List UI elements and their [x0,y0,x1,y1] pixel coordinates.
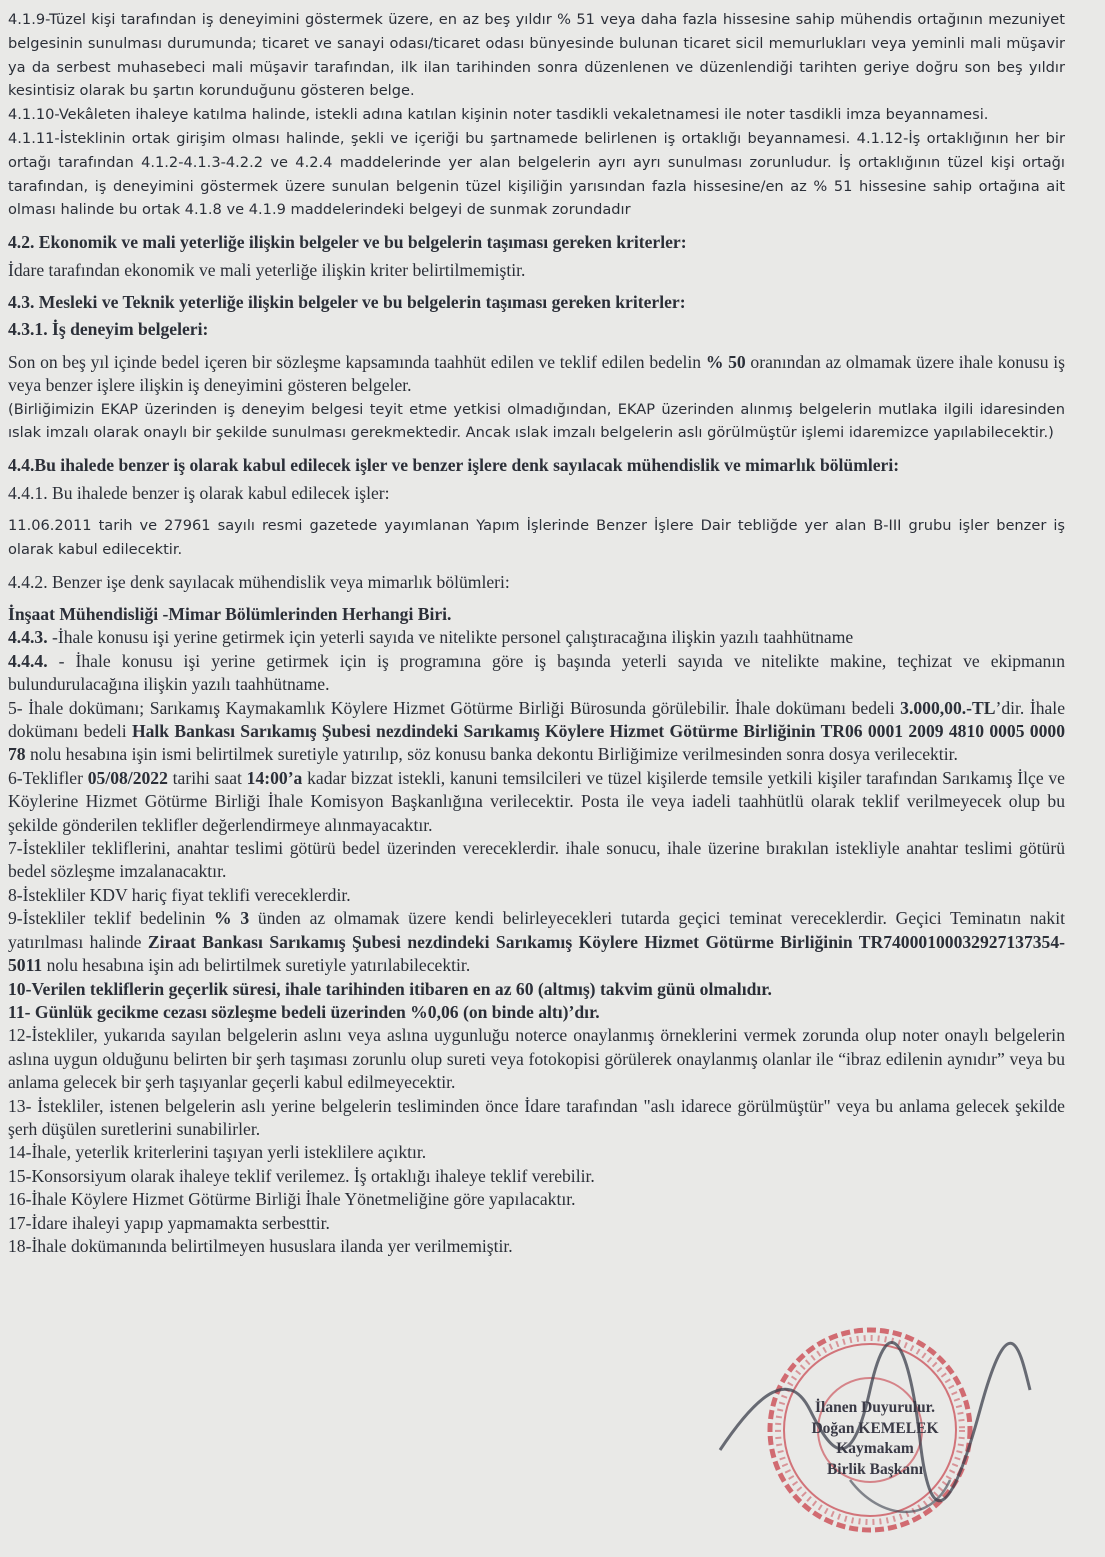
signature-name: Doğan KEMELEK [811,1419,939,1437]
item-10: 10-Verilen tekliflerin geçerlik süresi, ihale tarihinden itibaren en az 60 (altmış) takvim günü olmalıdır. [8,978,772,999]
item-15: 15-Konsorsiyum olarak ihaleye teklif verilemez. İş ortaklığı ihaleye teklif verebilir. [8,1165,595,1186]
item-17: 17-İdare ihaleyi yapıp yapmamakta serbesttir. [8,1212,330,1233]
clause-4-1-11: 4.1.11-İsteklinin ortak girişim olması halinde, şekli ve içeriği bu şartnamede belirlenen iş ortaklığı beyannamesi. 4.1.12-İş ortaklığının her bir ortağı tarafından 4.1.2-4.1.3-4.2.2 ve 4.2.4 maddelerinde yer alan belgelerin ayrı ayrı sunulması zorunludur. İş ortaklığının tüzel kişi ortağı tarafından, iş deneyimini göstermek üzere sunulan belgenin tüzel kişiliğin yarısından fazla hissesine/en az % 51 hissesine sahip ortağına ait olması halinde bu ortak 4.1.8 ve 4.1.9 maddelerindeki belgeyi de sunmak zorundadır [8,129,1065,219]
item-6-a: 6-Teklifler [8,767,88,788]
signature-role: Birlik Başkanı [826,1460,924,1478]
text-4-4-1: 11.06.2011 tarih ve 27961 sayılı resmi gazetede yayımlanan Yapım İşlerinde Benzer İşlere Dair tebliğde yer alan B-III grubu işler benzer iş olarak kabul edilecektir. [8,517,1065,558]
clause-4-4-4 [8,650,1065,697]
clause-4-4-3-number: 4.4.3. [8,627,48,648]
item-8: 8-İstekliler KDV hariç fiyat teklifi vereceklerdir. [8,884,351,905]
note-4-3-1: (Birliğimizin EKAP üzerinden iş deneyim belgesi teyit etme yetkisi olmadığından, EKAP üzerinden alınmış belgelerin mutlaka ilgili idaresinden ıslak imzalı olarak onaylı bir şekilde sunulması gerekmektedir. Ancak ıslak imzalı belgelerin aslı görülmüştür işlemi idaremizce yapılabilecektir.) [8,400,1065,442]
item-9-c: ünden az olmamak üzere kendi belirleyecekleri tutarda geçici teminat vereceklerdir. Geçici Teminatın nakit yatırılması halinde [8,908,1065,952]
item-9 [8,907,1065,977]
item-6-time: 14:00’a [246,767,303,788]
item-11: 11- Günlük gecikme cezası sözleşme bedeli üzerinden %0,06 (on binde altı)’dır. [8,1001,600,1022]
text-4-3-1 [8,351,1065,398]
item-16: 16-İhale Köylere Hizmet Götürme Birliği İhale Yönetmeliğine göre yapılacaktır. [8,1189,576,1210]
text-4-3-1-a: Son on beş yıl içinde bedel içeren bir sözleşme kapsamında taahhüt edilen ve teklif edilen bedelin [8,351,706,372]
item-5-d: nolu hesabına işin ismi belirtilmek suretiyle yatırılıp, söz konusu banka dekontu Birliğimize verilmesinden sonra dosya verilecektir. [25,744,958,765]
clause-4-1-9: 4.1.9-Tüzel kişi tarafından iş deneyimini göstermek üzere, en az beş yıldır % 51 veya daha fazla hissesine sahip mühendis ortağının mezuniyet belgesinin sunulması durumunda; ticaret ve sanayi odası/ticaret odası bünyesinde bulunan ticaret sicil memurlukları veya yeminli mali müşavir ya da serbest muhasebeci mali müşavir tarafından, ilk ilan tarihinden sonra düzenlenen ve düzenlendiği tarihten geriye doğru son beş yıldır kesintisiz olarak bu şartın korunduğunu gösteren belge. [8,11,1065,100]
text-4-4-2: İnşaat Mühendisliği -Mimar Bölümlerinden Herhangi Biri. [8,604,452,625]
clause-4-4-4-number: 4.4.4. [8,650,48,671]
text-4-3-1-b: oranından az olmamak üzere ihale konusu iş veya benzer işlere ilişkin iş deneyimini gösteren belgeler. [8,351,1065,396]
signature-title: Kaymakam [836,1440,914,1457]
heading-4-3: 4.3. Mesleki ve Teknik yeterliğe ilişkin belgeler ve bu belgelerin taşıması gereken kriterler: [8,291,686,312]
item-6-d: kadar bizzat istekli, kanuni temsilcileri ve tüzel kişilerde temsile yetkili kişiler tarafından Sarıkamış İlçe ve Köylerine Hizmet Götürme Birliği İhale Komisyon Başkanlığına verilecektir. Posta ile veya iadeli taahhütlü olarak teklif verilmeyecek olup bu şekilde gönderilen teklifler değerlendirmeye alınmayacaktır. [8,767,1065,835]
item-12: 12-İstekliler, yukarıda sayılan belgelerin aslını veya aslına uygunluğu noterce onaylanmış örneklerini vermek zorunda olup noter onaylı belgelerin aslına uygun olduğunu belirten bir şerh taşıması zorunlu olup sureti veya fotokopisi görülerek onaylanmış olanlar ile “ibraz edilenin aynıdır” veya bu anlama gelecek bir şerh taşıyanlar geçerli kabul edilmeyecektir. [8,1025,1065,1093]
heading-4-4-2: 4.4.2. Benzer işe denk sayılacak mühendislik veya mimarlık bölümleri: [8,571,510,592]
heading-4-3-1: 4.3.1. İş deneyim belgeleri: [8,319,209,340]
item-7: 7-İstekliler tekliflerini, anahtar teslimi götürü bedel üzerinden vereceklerdir. ihale sonucu, ihale üzerine bırakılan istekliyle anahtar teslimi götürü bedel sözleşme imzalanacaktır. [8,838,1065,882]
signature-block [760,1398,990,1480]
item-5-fee: 3.000,00.-TL [900,697,996,718]
item-5 [8,697,1065,767]
clause-4-4-3-text: -İhale konusu işi yerine getirmek için yeterli sayıda ve nitelikte personel çalıştıracağına ilişkin yazılı taahhütname [47,627,854,648]
heading-4-4-1: 4.4.1. Bu ihalede benzer iş olarak kabul edilecek işler: [8,482,390,503]
item-14: 14-İhale, yeterlik kriterlerini taşıyan yerli isteklilere açıktır. [8,1142,427,1163]
item-6-date: 05/08/2022 [87,767,168,788]
signature-announcement: İlanen Duyurulur. [814,1399,936,1416]
item-9-percent: % 3 [214,908,250,929]
item-6 [8,767,1065,837]
item-5-c: ’dir. İhale dokümanı bedeli [8,697,1066,742]
heading-4-2: 4.2. Ekonomik ve mali yeterliğe ilişkin belgeler ve bu belgelerin taşıması gereken kriterler: [8,232,687,253]
item-9-d: nolu hesabına işin adı belirtilmek suretiyle yatırılabilecektir. [42,955,471,976]
item-9-a: 9-İstekliler teklif bedelinin [8,908,214,929]
item-9-bank-account: Ziraat Bankası Sarıkamış Şubesi nezdindeki Sarıkamış Köylere Hizmet Götürme Birliğinin TR740001000329271373​54-5011 [8,931,1066,976]
item-5-bank-account: Halk Bankası Sarıkamış Şubesi nezdindeki Sarıkamış Köylere Hizmet Götürme Birliğinin TR06 0001 2009 4810 0005 0000 78 [8,721,1065,765]
clause-4-1-10: 4.1.10-Vekâleten ihaleye katılma halinde, istekli adına katılan kişinin noter tasdikli vekaletnamesi ile noter tasdikli imza beyannamesi. [8,106,989,124]
item-5-a: 5- İhale dokümanı; Sarıkamış Kaymakamlık Köylere Hizmet Götürme Birliği Bürosunda görülebilir. İhale dokümanı bedeli [8,697,901,718]
clause-4-4-3 [8,626,1065,649]
text-4-2: İdare tarafından ekonomik ve mali yeterliğe ilişkin kriter belirtilmemiştir. [8,259,526,280]
text-4-3-1-percent: % 50 [705,351,746,372]
item-18: 18-İhale dokümanında belirtilmeyen hususlara ilanda yer verilmemiştir. [8,1235,513,1256]
item-13: 13- İstekliler, istenen belgelerin aslı yerine belgelerin tesliminden önce İdare tarafından "aslı idarece görülmüştür" veya bu anlama gelecek şekilde şerh düşülen suretlerini sunabilirler. [8,1095,1065,1139]
heading-4-4: 4.4.Bu ihalede benzer iş olarak kabul edilecek işler ve benzer işlere denk sayılacak mühendislik ve mimarlık bölümleri: [8,455,900,476]
clause-4-4-4-text: - İhale konusu işi yerine getirmek için iş programına göre iş başında yeterli sayıda ve nitelikte makine, teçhizat ve ekipmanın bulundurulacağına ilişkin yazılı taahhütname. [8,650,1065,695]
item-6-c: tarihi saat [167,767,247,788]
